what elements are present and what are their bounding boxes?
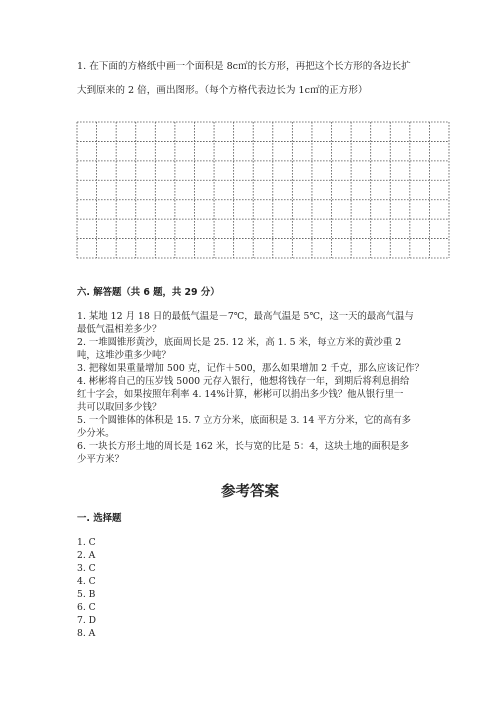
s6-line: 少分米。: [77, 428, 115, 439]
question-1-line-2: 大到原来的 2 倍，画出图形。（每个方格代表边长为 1c㎡的正方形）: [77, 85, 368, 96]
s6-line: 2. 一堆圆锥形黄沙，底面周长是 25. 12 米，高 1. 5 米，每立方米的黄沙重 2: [77, 337, 402, 348]
s6-line: 4. 彬彬将自己的压岁钱 5000 元存入银行，他想将钱存一年，到期后将利息捐给: [77, 376, 410, 387]
answers-section-1-heading: 一. 选择题: [77, 513, 122, 524]
answer-item: 1. C: [77, 537, 96, 548]
answer-item: 6. C: [77, 602, 96, 613]
s6-line: 吨，这堆沙重多少吨？: [77, 350, 171, 361]
s6-line: 5. 一个圆锥体的体积是 15. 7 立方分米，底面积是 3. 14 平方分米，它的高有多: [77, 415, 412, 426]
grid-svg: [76, 121, 450, 259]
question-1-line-1: 1. 在下面的方格纸中画一个面积是 8c㎡的长方形，再把这个长方形的各边长扩: [77, 61, 411, 72]
s6-line: 最低气温相差多少？: [77, 324, 162, 335]
answer-item: 4. C: [77, 576, 96, 587]
answer-item: 5. B: [77, 589, 96, 600]
section-6-heading: 六. 解答题（共 6 题，共 29 分）: [77, 287, 220, 298]
answer-key-title: 参考答案: [221, 484, 279, 500]
s6-line: 1. 某地 12 月 18 日的最低气温是－7℃，最高气温是 5℃，这一天的最高气温与: [77, 311, 414, 322]
s6-line: 少平方米？: [77, 454, 124, 465]
graph-paper-grid: [76, 121, 450, 259]
s6-line: 3. 把稼如果重量增加 500 克，记作＋500，那么如果增加 2 千克，那么应该记作？: [77, 363, 424, 374]
s6-line: 共可以取回多少钱？: [77, 402, 162, 413]
answer-item: 8. A: [77, 628, 96, 639]
answer-item: 3. C: [77, 563, 96, 574]
s6-line: 红十字会，如果按照年利率 4. 14%计算，彬彬可以捐出多少钱？他从银行里一: [77, 389, 404, 400]
answer-item: 2. A: [77, 550, 96, 561]
s6-line: 6. 一块长方形土地的周长是 162 米，长与宽的比是 5：4，这块土地的面积是多: [77, 441, 409, 452]
answer-item: 7. D: [77, 615, 97, 626]
